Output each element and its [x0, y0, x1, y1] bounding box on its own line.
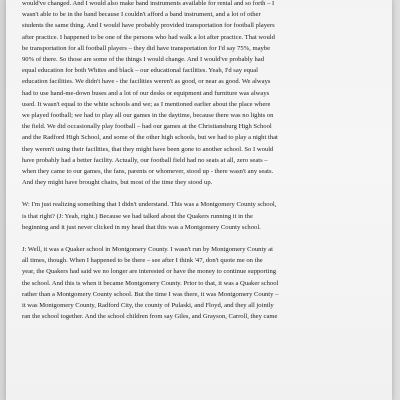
text-line: J: Well, it was a Quaker school in Montgomery County. I wasn't run by Montgomery County at — [22, 246, 274, 254]
text-line: and the Radford High School, and some of the other high schools, but we had to play a night that — [22, 134, 278, 142]
text-line: wasn't able to be in the band because I couldn't afford a band instrument, and a lot of other — [22, 11, 261, 19]
text-line: used. It wasn't equal to the white schools and we; as I mentioned earlier about the place where — [22, 100, 271, 108]
paragraph-1 — [22, 0, 392, 188]
text-line: year, the Quakers had said we no longer are interested or have the money to continue supporting — [22, 268, 277, 276]
text-line: 90% of there. So those are some of the things I would change. And I would've probably had — [22, 56, 264, 64]
text-line: would've changed. And I would also make band instruments available for rental and so forth – I — [22, 0, 275, 7]
text-line: they weren't using their facilities, that they might have been gone to another school. So I would — [22, 145, 274, 153]
transcript-body — [22, 0, 392, 322]
text-line: rather than a Montgomery County school. But the time I was there, it was Montgomery County – — [22, 290, 279, 298]
transcript-page — [6, 0, 392, 400]
text-line: ran the school together. And the school children from say Giles, and Grayson, Carroll, they came — [22, 313, 278, 321]
text-line: it was Montgomery County, Radford City, the county of Pulaski, and Floyd, and they all jointly — [22, 302, 274, 310]
text-line: beginning and it just never clicked in my head that this was a Montgomery County school. — [22, 223, 261, 231]
text-line: after practice. I happened to be one of the persons who had walk a lot after practice. That would — [22, 33, 275, 41]
text-line: students the same thing. And I would have probably provided transportation for football players — [22, 22, 275, 30]
text-line: education facilities. We didn't have - the facilities weren't as good, or near as good. We always — [22, 78, 271, 86]
text-line: And they might have brought chairs, but most of the time they stood up. — [22, 179, 213, 187]
text-line: when they came to our games, the fans, parents or whomever, stood up - there wasn't any seats. — [22, 168, 274, 176]
text-line: the field. We did occasionally play football – had our games at the Christiansburg High School — [22, 123, 272, 131]
text-line: all times, though. When I happened to be there – see after I think '47, don't quote me on the — [22, 257, 263, 265]
text-line: equal education for both Whites and black – our educational facilities. Yeah, I'd say equal — [22, 67, 258, 75]
text-line: W: I'm just realizing something that I didn't understand. This was a Montgomery County school, — [22, 201, 277, 209]
paragraph-3 — [22, 244, 392, 322]
paragraph-2 — [22, 199, 392, 233]
text-line: have probably had a better facility. Actually, our football field had no seats at all, zero seats – — [22, 156, 268, 164]
text-line: the school. And this is when it became Montgomery County. Prior to that, it was a Quaker school — [22, 279, 279, 287]
text-line: is that right? (J: Yeah, right.) Because we had talked about the Quakers running it in the — [22, 212, 253, 220]
text-line: be transportation for all football players – they did have transportation for I'd say 75%, maybe — [22, 44, 271, 52]
text-line: we played football; we had to play all our games in the daytime, because there was no lights on — [22, 112, 274, 120]
text-line: had to use hand-me-down buses and a lot of our desks or equipment and furniture was always — [22, 89, 270, 97]
